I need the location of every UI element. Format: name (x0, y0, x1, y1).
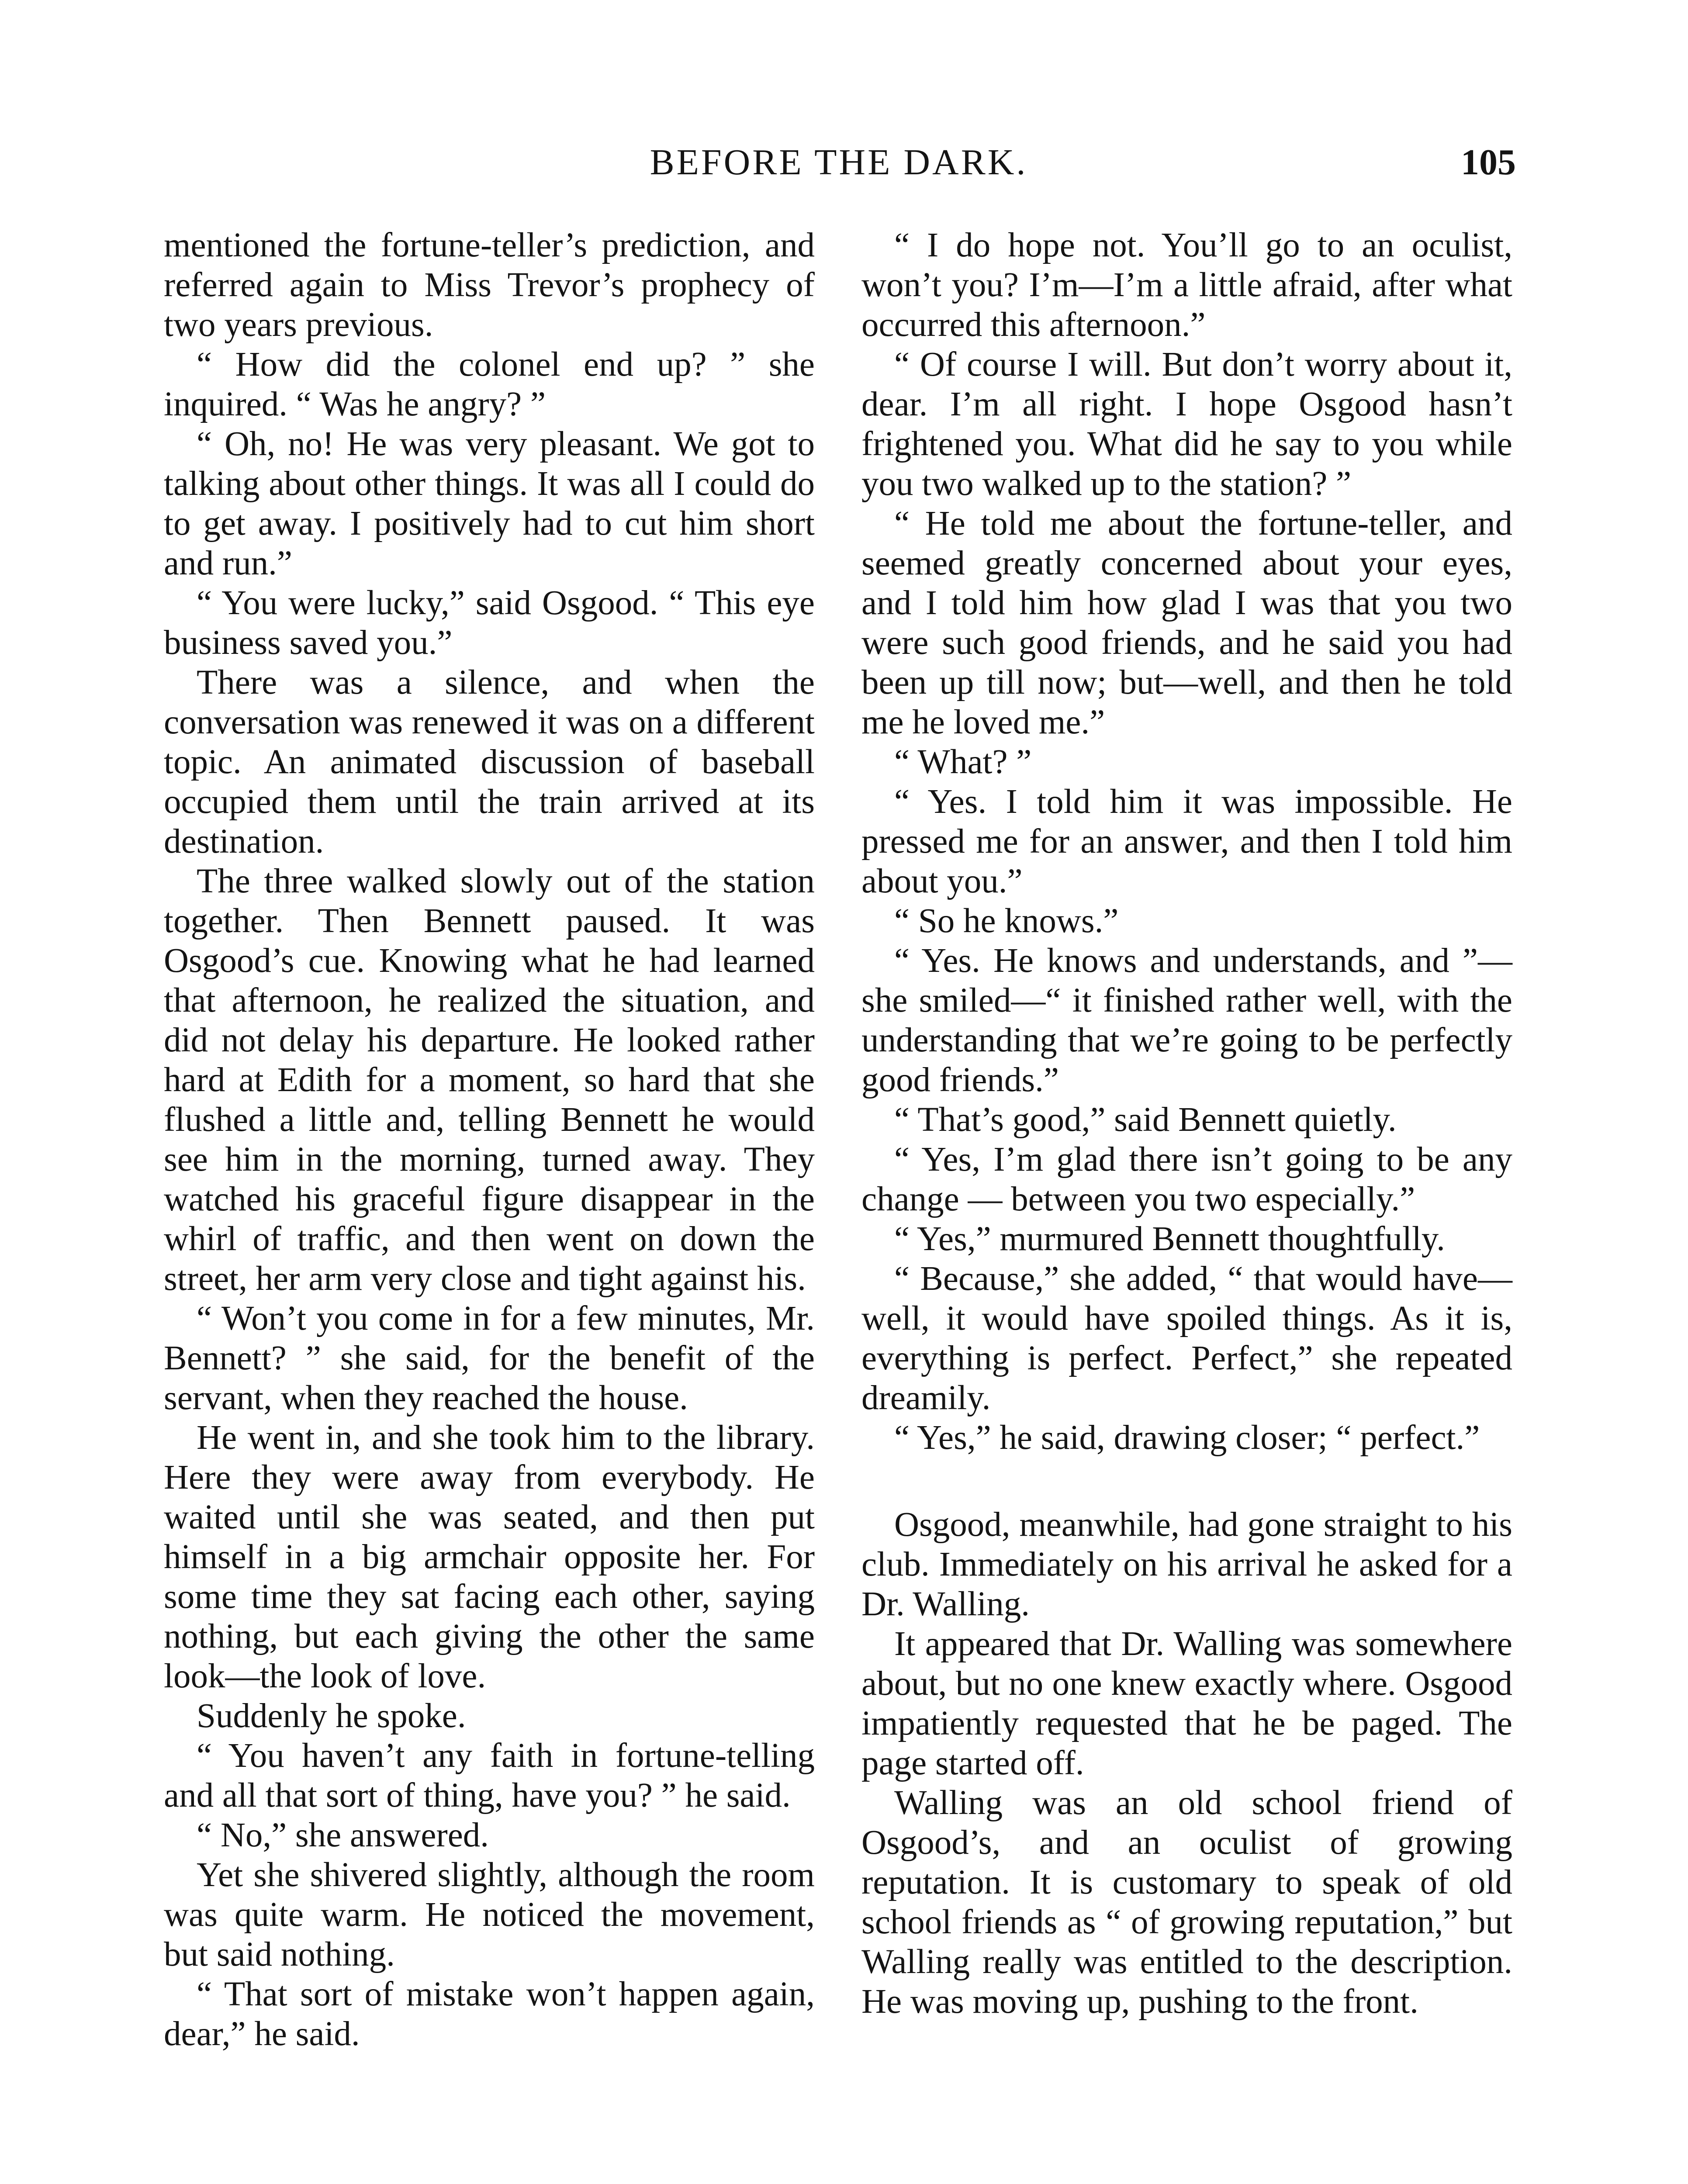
right-column (861, 225, 1512, 2022)
paragraph: It appeared that Dr. Walling was somewhere about, but no one knew exactly where. Osgood impatiently requested that he be paged. The page started off. (861, 1625, 1512, 1782)
running-title: BEFORE THE DARK. (650, 142, 1028, 183)
paragraph: Walling was an old school friend of Osgood’s, and an oculist of growing reputation. It is customary to speak of old school friends as “ of growing reputation,” but Walling really was entitled to the description. He was moving up, pushing to the front. (861, 1784, 1512, 2021)
paragraph: The three walked slowly out of the station together. Then Bennett paused. It was Osgood’s cue. Knowing what he had learned that afternoon, he realized the situation, and did not delay his departure. He looked rather hard at Edith for a moment, so hard that she flushed a little and, telling Bennett he would see him in the morning, turned away. They watched his graceful figure disappear in the whirl of traffic, and then went on down the street, her arm very close and tight against his. (164, 862, 815, 1298)
paragraph: Suddenly he spoke. (197, 1697, 466, 1735)
paragraph: “ That sort of mistake won’t happen again, dear,” he said. (164, 1975, 815, 2053)
paragraph: “ I do hope not. You’ll go to an oculist, won’t you? I’m—I’m a little afraid, after what occurred this afternoon.” (861, 226, 1512, 344)
paragraph: “ Won’t you come in for a few minutes, Mr. Bennett? ” she said, for the benefit of the servant, when they reached the house. (164, 1299, 815, 1417)
paragraph: “ Because,” she added, “ that would have—well, it would have spoiled things. As it is, everything is perfect. Perfect,” she repeated dreamily. (861, 1260, 1512, 1417)
paragraph: “ How did the colonel end up? ” she inquired. “ Was he angry? ” (164, 346, 815, 423)
paragraph: Yet she shivered slightly, although the room was quite warm. He noticed the movement, but said nothing. (164, 1856, 815, 1973)
paragraph: “ Yes, I’m glad there isn’t going to be any change — between you two especially.” (861, 1140, 1512, 1218)
paragraph: There was a silence, and when the conversation was renewed it was on a different topic. An animated discussion of baseball occupied them until the train arrived at its destination. (164, 663, 815, 860)
page-number: 105 (1461, 142, 1516, 183)
paragraph: mentioned the fortune-teller’s prediction, and referred again to Miss Trevor’s prophecy of two years previous. (164, 226, 815, 344)
paragraph: “ Yes,” murmured Bennett thoughtfully. (894, 1220, 1445, 1258)
paragraph: “ He told me about the fortune-teller, and seemed greatly concerned about your eyes, and I told him how glad I was that you two were such good friends, and he said you had been up till now; but—well, and then he told me he loved me.” (861, 505, 1512, 741)
paragraph: “ Yes,” he said, drawing closer; “ perfect.” (894, 1419, 1480, 1457)
running-head (162, 141, 1516, 189)
paragraph: “ That’s good,” said Bennett quietly. (894, 1101, 1397, 1139)
paragraph: “ Yes. I told him it was impossible. He pressed me for an answer, and then I told him about you.” (861, 783, 1512, 900)
paragraph: “ You haven’t any faith in fortune-telling and all that sort of thing, have you? ” he said. (164, 1737, 815, 1814)
section-break (861, 1458, 1512, 1505)
paragraph: “ Oh, no! He was very pleasant. We got to talking about other things. It was all I could do to get away. I positively had to cut him short and run.” (164, 425, 815, 582)
paragraph: “ No,” she answered. (197, 1816, 489, 1854)
paragraph: “ So he knows.” (894, 902, 1119, 940)
paragraph: Osgood, meanwhile, had gone straight to his club. Immediately on his arrival he asked for a Dr. Walling. (861, 1506, 1512, 1623)
paragraph: He went in, and she took him to the library. Here they were away from everybody. He waited until she was seated, and then put himself in a big armchair opposite her. For some time they sat facing each other, saying nothing, but each giving the other the same look—the look of love. (164, 1419, 815, 1695)
paragraph: “ Of course I will. But don’t worry about it, dear. I’m all right. I hope Osgood hasn’t frightened you. What did he say to you while you two walked up to the station? ” (861, 346, 1512, 503)
paragraph: “ You were lucky,” said Osgood. “ This eye business saved you.” (164, 584, 815, 662)
paragraph: “ Yes. He knows and understands, and ”—she smiled—“ it finished rather well, with the understanding that we’re going to be perfectly good friends.” (861, 942, 1512, 1099)
paragraph: “ What? ” (894, 743, 1032, 781)
left-column (164, 225, 815, 2054)
